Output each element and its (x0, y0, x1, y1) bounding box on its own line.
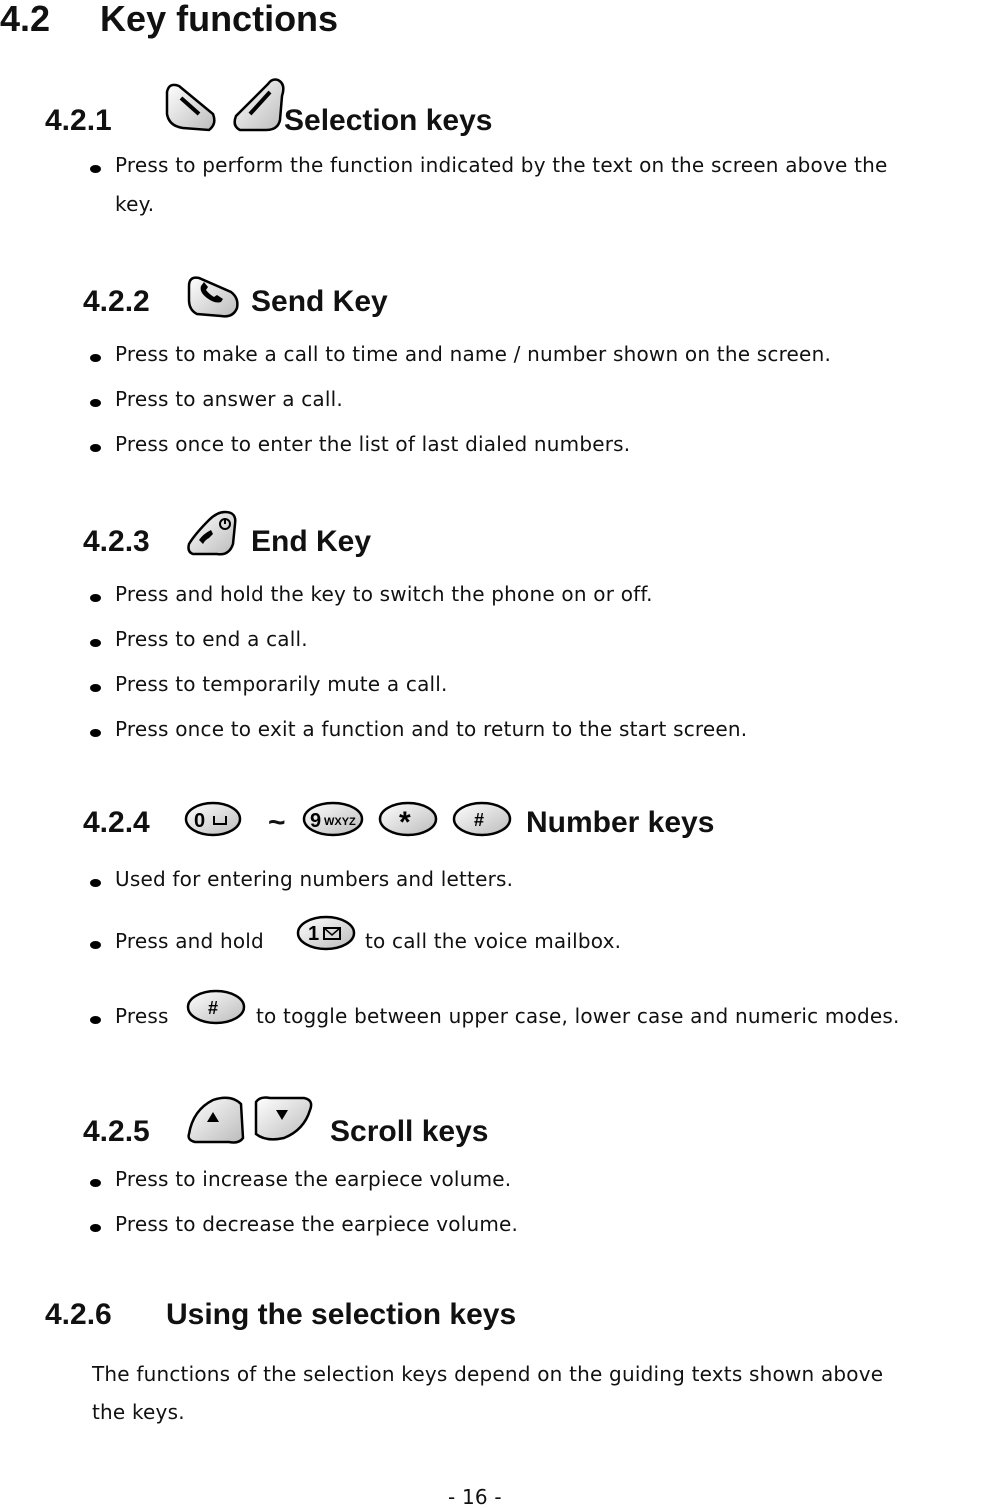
nine-key-label: 9 (310, 810, 322, 832)
hash-key-icon (452, 800, 512, 838)
using-paragraph-line2: the keys. (92, 1400, 185, 1424)
send-bullet-3: Press once to enter the list of last dialed numbers. (115, 432, 631, 456)
subsection-title-number-keys: Number keys (526, 806, 715, 839)
end-bullet-2: Press to end a call. (115, 627, 308, 651)
bullet-dot (90, 594, 101, 602)
scroll-bullet-1: Press to increase the earpiece volume. (115, 1167, 512, 1191)
bullet-dot (90, 165, 101, 173)
selection-bullet-text: Press to perform the function indicated by the text on the screen above the (115, 153, 888, 177)
bullet-dot (90, 1224, 101, 1232)
right-soft-key-icon (230, 76, 286, 134)
end-key-icon (185, 508, 239, 560)
subsection-title-send-key: Send Key (251, 285, 388, 318)
subsection-title-selection-keys: Selection keys (284, 104, 493, 137)
one-key-icon (296, 914, 356, 952)
tilde-separator: ~ (268, 806, 286, 839)
bullet-dot (90, 941, 101, 949)
bullet-dot (90, 444, 101, 452)
section-number: 4.2 (0, 0, 51, 39)
send-bullet-1: Press to make a call to time and name / number shown on the screen. (115, 342, 831, 366)
subsection-title-scroll-keys: Scroll keys (330, 1115, 489, 1148)
subsection-number-4-2-1: 4.2.1 (45, 104, 112, 137)
bullet-dot (90, 354, 101, 362)
left-soft-key-icon (163, 80, 219, 134)
bullet-dot (90, 1016, 101, 1024)
selection-bullet-text-cont: key. (115, 192, 155, 216)
bullet-dot (90, 729, 101, 737)
end-bullet-4: Press once to exit a function and to return to the start screen. (115, 717, 748, 741)
number-bullet-2-post: to call the voice mailbox. (365, 929, 622, 953)
bullet-dot (90, 879, 101, 887)
subsection-number-4-2-4: 4.2.4 (83, 806, 150, 839)
one-key-label: 1 (308, 923, 320, 945)
send-bullet-2: Press to answer a call. (115, 387, 343, 411)
end-bullet-3: Press to temporarily mute a call. (115, 672, 448, 696)
section-heading (0, 0, 338, 40)
number-bullet-2-pre: Press and hold (115, 929, 264, 953)
bullet-dot (90, 399, 101, 407)
subsection-title-using-selection-keys: Using the selection keys (166, 1298, 517, 1331)
bullet-dot (90, 1179, 101, 1187)
subsection-number-4-2-3: 4.2.3 (83, 525, 150, 558)
hash-key-label: # (208, 998, 219, 1018)
send-key-icon (185, 272, 241, 320)
bullet-dot (90, 639, 101, 647)
nine-key-letters: WXYZ (324, 816, 356, 828)
number-bullet-3-post: to toggle between upper case, lower case and numeric modes. (256, 1004, 900, 1028)
number-bullet-1: Used for entering numbers and letters. (115, 867, 514, 891)
zero-key-label: 0 (194, 810, 206, 832)
number-bullet-3-pre: Press (115, 1004, 169, 1028)
using-paragraph-line1: The functions of the selection keys depend on the guiding texts shown above (92, 1362, 884, 1386)
subsection-number-4-2-6: 4.2.6 (45, 1298, 112, 1331)
zero-key-icon (184, 800, 242, 838)
subsection-number-4-2-2: 4.2.2 (83, 285, 150, 318)
end-bullet-1: Press and hold the key to switch the phone on or off. (115, 582, 653, 606)
section-title: Key functions (100, 0, 339, 39)
hash-key-icon (186, 988, 246, 1026)
star-key-label: * (399, 806, 411, 838)
nine-key-icon (302, 800, 364, 838)
page-number: - 16 - (448, 1485, 502, 1509)
subsection-title-end-key: End Key (251, 525, 372, 558)
subsection-number-4-2-5: 4.2.5 (83, 1115, 150, 1148)
bullet-dot (90, 684, 101, 692)
scroll-bullet-2: Press to decrease the earpiece volume. (115, 1212, 519, 1236)
hash-key-label: # (474, 810, 485, 830)
scroll-down-key-icon (250, 1094, 316, 1144)
star-key-icon (378, 800, 438, 838)
scroll-up-key-icon (185, 1094, 249, 1146)
